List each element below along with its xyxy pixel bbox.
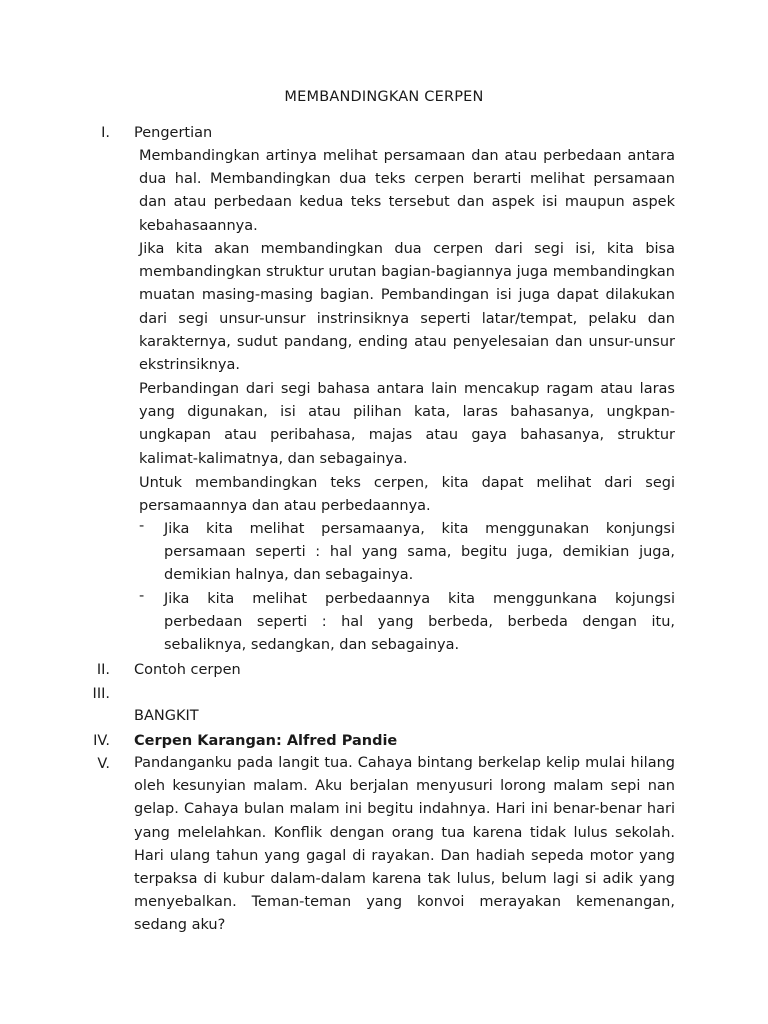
- section-2-heading: Contoh cerpen: [134, 662, 241, 678]
- section-3-number: III.: [92, 686, 110, 702]
- bullet-dash: -: [139, 588, 145, 604]
- bullet-dash: -: [139, 518, 145, 534]
- section-1-paragraph-3: Perbandingan dari segi bahasa antara lain mencakup ragam atau laras yang digunakan, isi atau pilihan kata, laras bahasanya, ungkpan-ungkapan atau peribahasa, majas atau gaya bahasanya, struktur kalimat-kalimatnya, dan sebagainya.: [139, 381, 675, 467]
- story-title: BANGKIT: [134, 708, 199, 724]
- story-paragraph: Pandanganku pada langit tua. Cahaya bintang berkelap kelip mulai hilang oleh kesunyian malam. Aku berjalan menyusuri lorong malam sepi nan gelap. Cahaya bulan malam ini begitu indahnya. Hari ini benar-benar hari yang melelahkan. Konflik dengan orang tua karena tidak lulus sekolah. Hari ulang tahun yang gagal di rayakan. Dan hadiah sepeda motor yang terpaksa di kubur dalam-dalam karena tak lulus, belum lagi si adik yang menyebalkan. Teman-teman yang konvoi merayakan kemenangan, sedang aku?: [134, 755, 675, 934]
- section-1-heading: Pengertian: [134, 125, 213, 141]
- section-1-paragraph-1: Membandingkan artinya melihat persamaan dan atau perbedaan antara dua hal. Membandingkan dua teks cerpen berarti melihat persamaan dan atau perbedaan kedua teks tersebut dan aspek isi maupun aspek kebahasaannya.: [139, 148, 675, 234]
- section-2-number: II.: [96, 662, 110, 678]
- document-title: MEMBANDINGKAN CERPEN: [284, 89, 484, 105]
- bullet-text: Jika kita melihat perbedaannya kita menggunkana kojungsi perbedaan seperti : hal yang berbeda, berbeda dengan itu, sebaliknya, sedangkan, dan sebagainya.: [164, 591, 675, 654]
- story-author: Cerpen Karangan: Alfred Pandie: [134, 733, 398, 749]
- section-1-paragraph-4: Untuk membandingkan teks cerpen, kita dapat melihat dari segi persamaannya dan atau perbedaannya.: [139, 475, 675, 515]
- section-4-number: IV.: [93, 733, 110, 749]
- section-5-number: V.: [97, 756, 110, 772]
- section-1-number: I.: [101, 125, 110, 141]
- section-1-paragraph-2: Jika kita akan membandingkan dua cerpen dari segi isi, kita bisa membandingkan struktur urutan bagian-bagiannya juga membandingkan muatan masing-masing bagian. Pembandingan isi juga dapat dilakukan dari segi unsur-unsur instrinsiknya seperti latar/tempat, pelaku dan karakternya, sudut pandang, ending atau penyelesaian dan unsur-unsur ekstrinsiknya.: [139, 241, 675, 374]
- bullet-text: Jika kita melihat persamaanya, kita menggunakan konjungsi persamaan seperti : hal yang sama, begitu juga, demikian juga, demikian halnya, dan sebagainya.: [164, 521, 675, 584]
